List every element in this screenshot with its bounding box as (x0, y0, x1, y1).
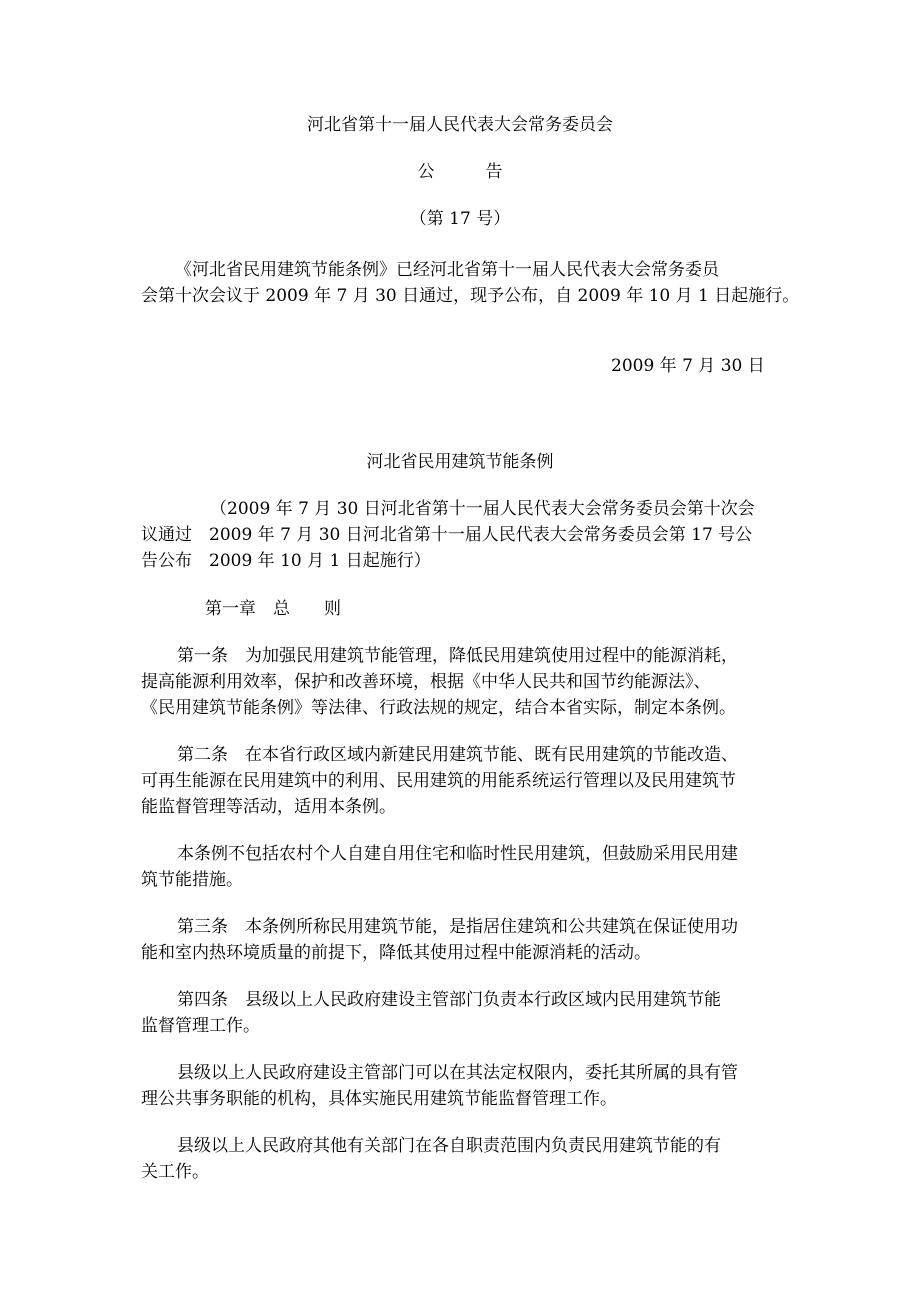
paragraph-line: 提高能源利用效率，保护和改善环境，根据《中华人民共和国节约能源法》、 (141, 672, 711, 692)
paragraph-line: 本条例不包括农村个人自建自用住宅和临时性民用建筑，但鼓励采用民用建 (177, 844, 738, 864)
paragraph-line: 县级以上人民政府其他有关部门在各自职责范围内负责民用建筑节能的有 (177, 1136, 721, 1156)
chapter-heading: 第一章 总 则 (205, 599, 341, 619)
paragraph-line: 筑节能措施。 (141, 870, 243, 890)
announcement-body-line: 会第十次会议于 2009 年 7 月 30 日通过，现予公布，自 2009 年 10 月 1 日起施行。 (141, 286, 800, 306)
announcement-date: 2009 年 7 月 30 日 (611, 356, 765, 376)
paragraph-line: 县级以上人民政府建设主管部门可以在其法定权限内，委托其所属的具有管 (177, 1063, 738, 1083)
adoption-note-line: （2009 年 7 月 30 日河北省第十一届人民代表大会常务委员会第十次会 (210, 499, 755, 519)
paragraph-line: 可再生能源在民用建筑中的利用、民用建筑的用能系统运行管理以及民用建筑节 (141, 771, 736, 791)
paragraph-line: 第三条 本条例所称民用建筑节能，是指居住建筑和公共建筑在保证使用功 (177, 917, 738, 937)
paragraph-line: 第一条 为加强民用建筑节能管理，降低民用建筑使用过程中的能源消耗， (177, 646, 738, 666)
regulation-title: 河北省民用建筑节能条例 (366, 452, 554, 472)
issuer-heading: 河北省第十一届人民代表大会常务委员会 (307, 115, 613, 135)
paragraph-line: 监督管理工作。 (141, 1016, 260, 1036)
announcement-number: （第 17 号） (409, 209, 511, 229)
paragraph-line: 第二条 在本省行政区域内新建民用建筑节能、既有民用建筑的节能改造、 (177, 745, 738, 765)
paragraph-line: 关工作。 (141, 1162, 209, 1182)
paragraph-line: 《民用建筑节能条例》等法律、行政法规的规定，结合本省实际，制定本条例。 (141, 698, 736, 718)
announcement-title: 公 告 (417, 162, 503, 182)
paragraph-line: 第四条 县级以上人民政府建设主管部门负责本行政区域内民用建筑节能 (177, 990, 721, 1010)
adoption-note-line: 告公布 2009 年 10 月 1 日起施行） (141, 551, 431, 571)
paragraph-line: 能监督管理等活动，适用本条例。 (141, 797, 396, 817)
paragraph-line: 理公共事务职能的机构，具体实施民用建筑节能监督管理工作。 (141, 1089, 617, 1109)
paragraph-line: 能和室内热环境质量的前提下，降低其使用过程中能源消耗的活动。 (141, 943, 651, 963)
announcement-body-line: 《河北省民用建筑节能条例》已经河北省第十一届人民代表大会常务委员 (175, 260, 719, 280)
adoption-note-line: 议通过 2009 年 7 月 30 日河北省第十一届人民代表大会常务委员会第 17 号公 (141, 525, 753, 545)
